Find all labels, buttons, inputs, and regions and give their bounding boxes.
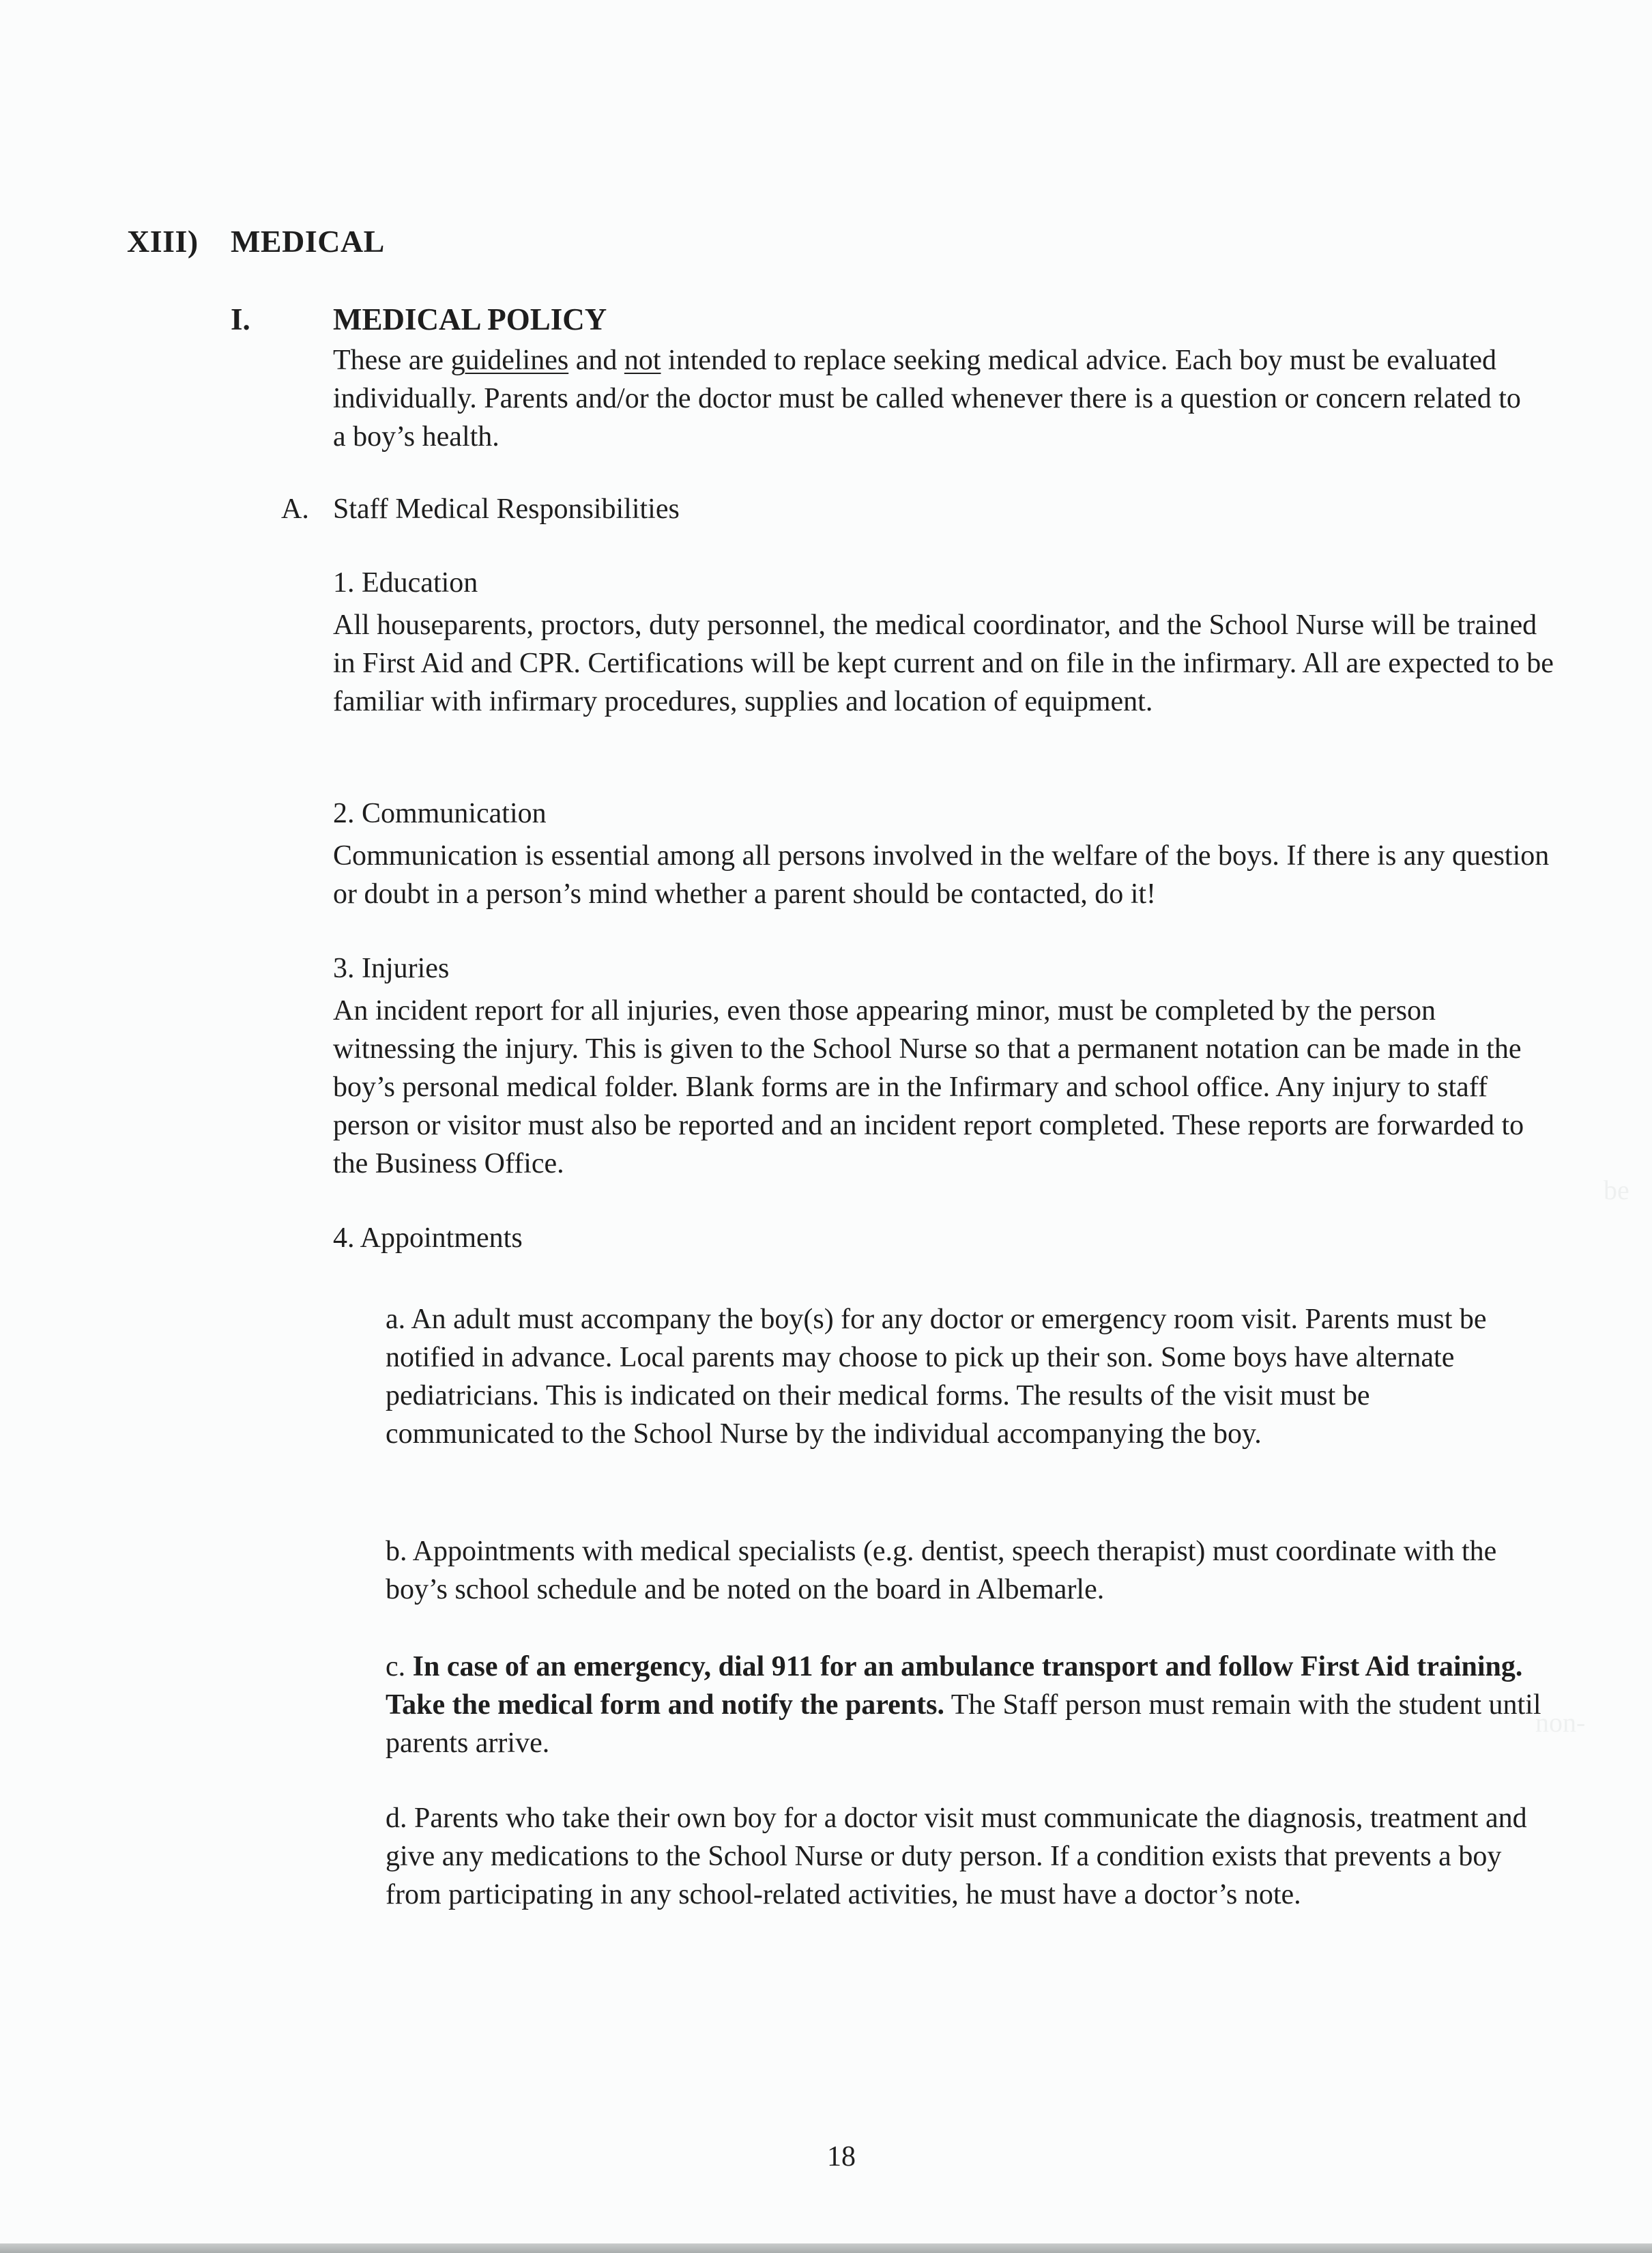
policy-title: MEDICAL POLICY: [333, 302, 607, 336]
appointment-c: c. In case of an emergency, dial 911 for an ambulance transport and follow First Aid training. Take the medical form and notify the parents. The Staff person must remain with the student until parents arrive.: [386, 1651, 1541, 1759]
bleed-through-mark: be: [1604, 1175, 1629, 1205]
bleed-through-mark: non-: [1535, 1707, 1586, 1738]
page-number: 18: [827, 2141, 856, 2172]
policy-numeral: I.: [231, 302, 250, 336]
item-heading-education: 1. Education: [333, 567, 478, 599]
section-number: XIII): [127, 224, 199, 259]
scan-edge: [0, 2243, 1652, 2253]
appointment-d: d. Parents who take their own boy for a doctor visit must communicate the diagnosis, treatment and give any medications to the School Nurse or duty person. If a condition exists that prevents a boy from participating in any school-related activities, he must have a doctor’s note.: [386, 1803, 1527, 1910]
subsection-letter: A.: [281, 493, 309, 525]
section-title: MEDICAL: [231, 224, 385, 259]
appointment-a: a. An adult must accompany the boy(s) for any doctor or emergency room visit. Parents must be notified in advance. Local parents may choose to pick up their son. Some boys have alternate pediatricians. This is indicated on their medical forms. The results of the visit must be communicated to the School Nurse by the individual accompanying the boy.: [386, 1304, 1487, 1450]
item-text-education: All houseparents, proctors, duty personnel, the medical coordinator, and the School Nurse will be trained in First Aid and CPR. Certifications will be kept current and on file in the infirmary. All are expected to be familiar with infirmary procedures, supplies and location of equipment.: [333, 609, 1554, 717]
item-text-injuries: An incident report for all injuries, even those appearing minor, must be completed by the person witnessing the injury. This is given to the School Nurse so that a permanent notation can be made in the boy’s personal medical folder. Blank forms are in the Infirmary and school office. Any injury to staff person or visitor must also be reported and an incident report completed. These reports are forwarded to the Business Office.: [333, 995, 1524, 1179]
policy-intro: These are guidelines and not intended to replace seeking medical advice. Each boy must be evaluated individually. Parents and/or the doctor must be called whenever there is a question or concern related to a boy’s health.: [333, 345, 1521, 453]
item-heading-appointments: 4. Appointments: [333, 1222, 523, 1254]
emergency-instruction-bold: In case of an emergency, dial 911 for an ambulance transport and follow First Aid training. Take the medical form and notify the parents.: [386, 1651, 1523, 1721]
underlined-guidelines: guidelines: [450, 345, 569, 376]
item-heading-injuries: 3. Injuries: [333, 953, 450, 984]
appointment-b: b. Appointments with medical specialists (e.g. dentist, speech therapist) must coordinate with the boy’s school schedule and be noted on the board in Albemarle.: [386, 1536, 1497, 1605]
item-heading-communication: 2. Communication: [333, 798, 547, 829]
subsection-title: Staff Medical Responsibilities: [333, 493, 680, 525]
item-text-communication: Communication is essential among all persons involved in the welfare of the boys. If there is any question or doubt in a person’s mind whether a parent should be contacted, do it!: [333, 840, 1550, 910]
underlined-not: not: [624, 345, 661, 376]
